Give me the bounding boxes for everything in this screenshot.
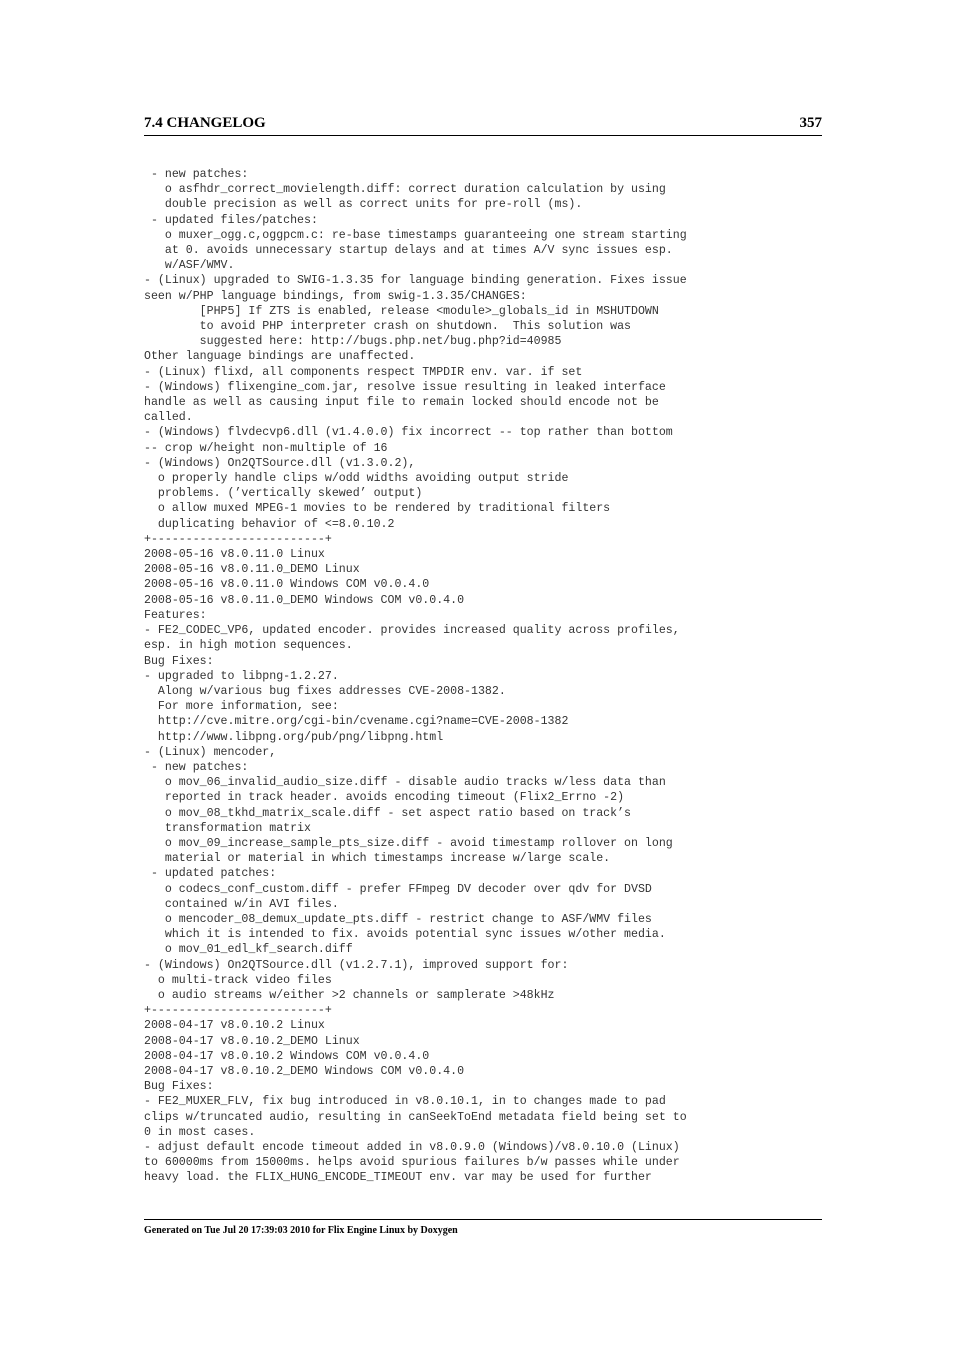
changelog-line: Bug Fixes: xyxy=(144,1080,214,1094)
changelog-line: - updated patches: xyxy=(144,867,277,881)
changelog-line: problems. (’vertically skewed’ output) xyxy=(144,487,423,501)
footer-text: Generated on Tue Jul 20 17:39:03 2010 for Flix Engine Linux by Doxygen xyxy=(144,1225,458,1236)
changelog-line: o mov_06_invalid_audio_size.diff - disable audio tracks w/less data than xyxy=(144,776,666,790)
changelog-line: http://cve.mitre.org/cgi-bin/cvename.cgi?name=CVE-2008-1382 xyxy=(144,715,569,729)
changelog-line: 2008-05-16 v8.0.11.0 Windows COM v0.0.4.0 xyxy=(144,578,430,592)
changelog-line: 2008-04-17 v8.0.10.2 Linux xyxy=(144,1019,325,1033)
changelog-line: 2008-04-17 v8.0.10.2 Windows COM v0.0.4.0 xyxy=(144,1049,430,1063)
changelog-line: Other language bindings are unaffected. xyxy=(144,350,416,364)
changelog-line: 2008-05-16 v8.0.11.0 Linux xyxy=(144,548,325,562)
changelog-line: 0 in most cases. xyxy=(144,1125,256,1139)
changelog-line: clips w/truncated audio, resulting in canSeekToEnd metadata field being set to xyxy=(144,1110,687,1124)
changelog-line: - (Linux) upgraded to SWIG-1.3.35 for language binding generation. Fixes issue xyxy=(144,274,687,288)
changelog-line: seen w/PHP language bindings, from swig-1.3.35/CHANGES: xyxy=(144,289,527,303)
changelog-line: called. xyxy=(144,411,193,425)
changelog-line: +-------------------------+ xyxy=(144,532,332,546)
changelog-line: Along w/various bug fixes addresses CVE-2008-1382. xyxy=(144,684,506,698)
changelog-line: +-------------------------+ xyxy=(144,1004,332,1018)
section-title: 7.4 CHANGELOG xyxy=(144,115,266,131)
changelog-line: o properly handle clips w/odd widths avoiding output stride xyxy=(144,472,569,486)
changelog-line: material or material in which timestamps increase w/large scale. xyxy=(144,852,611,866)
changelog-line: o audio streams w/either >2 channels or samplerate >48kHz xyxy=(144,988,555,1002)
changelog-line: - new patches: xyxy=(144,168,249,181)
changelog-line: http://www.libpng.org/pub/png/libpng.html xyxy=(144,730,444,744)
changelog-line: - updated files/patches: xyxy=(144,213,318,227)
changelog-line: o mov_01_edl_kf_search.diff xyxy=(144,943,353,957)
changelog-line: o muxer_ogg.c,oggpcm.c: re-base timestamps guaranteeing one stream starting xyxy=(144,228,687,242)
changelog-line: - upgraded to libpng-1.2.27. xyxy=(144,669,339,683)
changelog-line: - (Windows) flvdecvp6.dll (v1.4.0.0) fix incorrect -- top rather than bottom xyxy=(144,426,673,440)
changelog-line: - (Windows) On2QTSource.dll (v1.3.0.2), xyxy=(144,456,416,470)
changelog-line: - FE2_CODEC_VP6, updated encoder. provides increased quality across profiles, xyxy=(144,624,680,638)
changelog-line: contained w/in AVI files. xyxy=(144,897,339,911)
changelog-line: - (Linux) flixd, all components respect TMPDIR env. var. if set xyxy=(144,365,583,379)
changelog-line: o mencoder_08_demux_update_pts.diff - restrict change to ASF/WMV files xyxy=(144,912,652,926)
changelog-text xyxy=(144,167,824,1186)
changelog-line: heavy load. the FLIX_HUNG_ENCODE_TIMEOUT env. var may be used for further xyxy=(144,1171,652,1185)
changelog-line: -- crop w/height non-multiple of 16 xyxy=(144,441,388,455)
changelog-line: 2008-04-17 v8.0.10.2_DEMO Windows COM v0.0.4.0 xyxy=(144,1064,465,1078)
changelog-line: For more information, see: xyxy=(144,700,339,714)
changelog-line: - (Windows) flixengine_com.jar, resolve issue resulting in leaked interface xyxy=(144,380,666,394)
changelog-line: transformation matrix xyxy=(144,821,311,835)
changelog-line: handle as well as causing input file to remain locked should encode not be xyxy=(144,396,659,410)
running-header xyxy=(144,113,822,136)
changelog-line: double precision as well as correct units for pre-roll (ms). xyxy=(144,198,583,212)
changelog-line: 2008-05-16 v8.0.11.0_DEMO Linux xyxy=(144,563,360,577)
changelog-line: - (Windows) On2QTSource.dll (v1.2.7.1), improved support for: xyxy=(144,958,569,972)
changelog-line: 2008-05-16 v8.0.11.0_DEMO Windows COM v0.0.4.0 xyxy=(144,593,465,607)
changelog-line: to avoid PHP interpreter crash on shutdown. This solution was xyxy=(144,320,632,334)
changelog-line: Bug Fixes: xyxy=(144,654,214,668)
changelog-line: to 60000ms from 15000ms. helps avoid spurious failures b/w passes while under xyxy=(144,1156,680,1170)
changelog-line: o asfhdr_correct_movielength.diff: correct duration calculation by using xyxy=(144,183,666,197)
changelog-line: o mov_08_tkhd_matrix_scale.diff - set aspect ratio based on track’s xyxy=(144,806,632,820)
changelog-line: w/ASF/WMV. xyxy=(144,259,235,273)
changelog-line: o mov_09_increase_sample_pts_size.diff - avoid timestamp rollover on long xyxy=(144,836,673,850)
changelog-line: which it is intended to fix. avoids potential sync issues w/other media. xyxy=(144,928,666,942)
changelog-line: o multi-track video files xyxy=(144,973,332,987)
changelog-line: o allow muxed MPEG-1 movies to be rendered by traditional filters xyxy=(144,502,611,516)
changelog-line: esp. in high motion sequences. xyxy=(144,639,353,653)
changelog-line: o codecs_conf_custom.diff - prefer FFmpeg DV decoder over qdv for DVSD xyxy=(144,882,652,896)
changelog-line: at 0. avoids unnecessary startup delays and at times A/V sync issues esp. xyxy=(144,244,673,258)
changelog-line: Features: xyxy=(144,608,207,622)
changelog-line: - (Linux) mencoder, xyxy=(144,745,277,759)
page-number: 357 xyxy=(799,115,822,131)
changelog-line: - adjust default encode timeout added in v8.0.9.0 (Windows)/v8.0.10.0 (Linux) xyxy=(144,1141,680,1154)
changelog-line: suggested here: http://bugs.php.net/bug.php?id=40985 xyxy=(144,335,562,349)
changelog-line: - new patches: xyxy=(144,760,249,774)
footer-rule xyxy=(144,1219,822,1220)
changelog-line: 2008-04-17 v8.0.10.2_DEMO Linux xyxy=(144,1034,360,1048)
changelog-line: - FE2_MUXER_FLV, fix bug introduced in v8.0.10.1, in to changes made to pad xyxy=(144,1095,666,1109)
changelog-line: [PHP5] If ZTS is enabled, release <module>_globals_id in MSHUTDOWN xyxy=(144,304,659,318)
changelog-line: duplicating behavior of <=8.0.10.2 xyxy=(144,517,395,531)
changelog-line: reported in track header. avoids encoding timeout (Flix2_Errno -2) xyxy=(144,791,625,805)
